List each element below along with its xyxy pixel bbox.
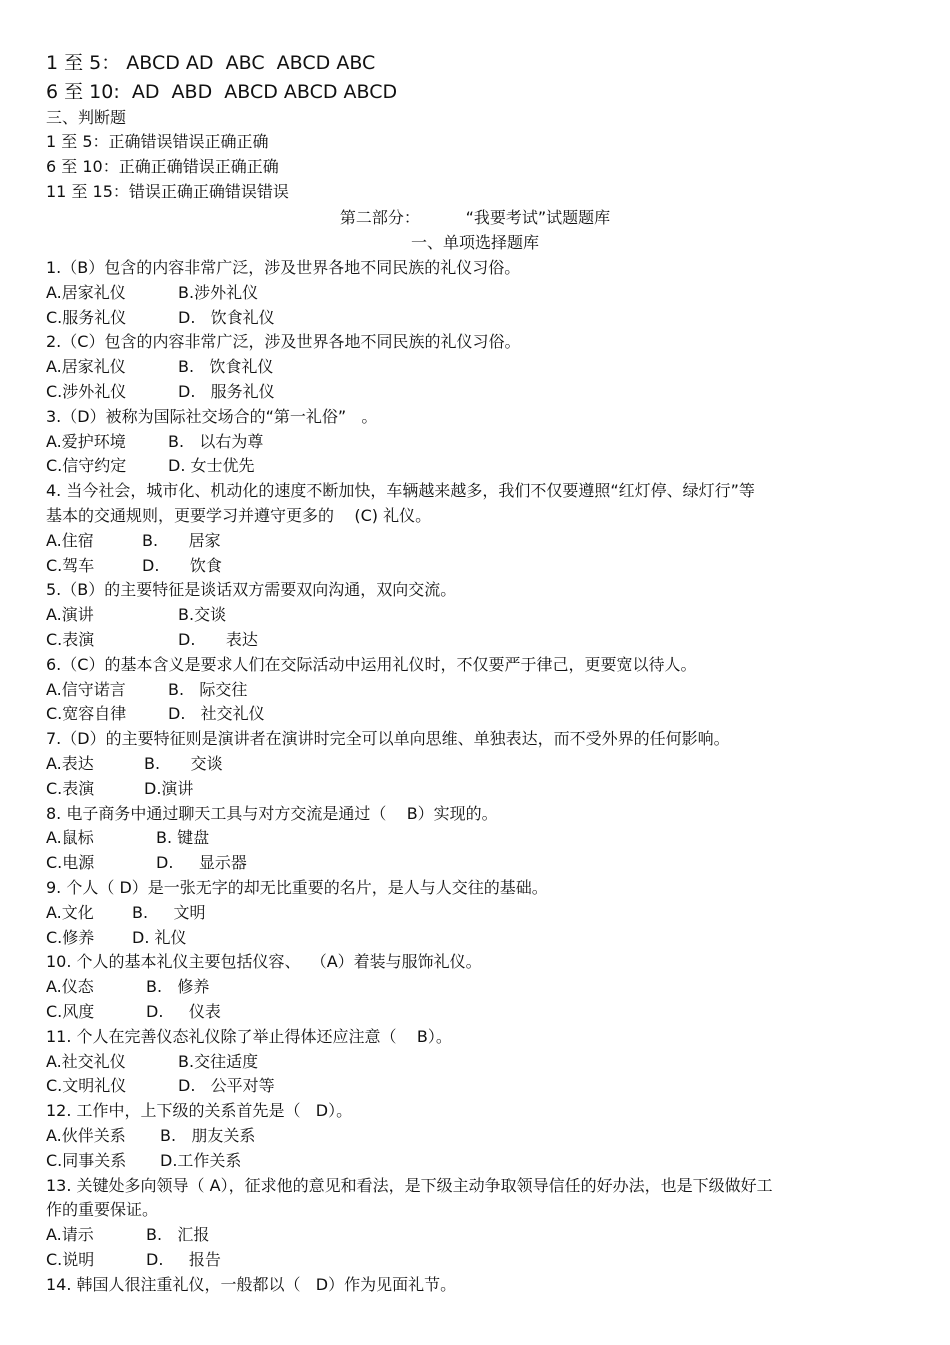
option-d: D. 社交礼仪 — [168, 704, 265, 723]
answer-mc-1-5: 1 至 5： ABCD AD ABC ABCD ABC — [46, 52, 376, 74]
option-d: D. 礼仪 — [132, 928, 187, 947]
option-c: C.涉外礼仪 — [46, 382, 127, 401]
option-c: C.宽容自律 — [46, 704, 127, 723]
option-d: D. 公平对等 — [178, 1076, 275, 1095]
question-text: 1.（B）包含的内容非常广泛，涉及世界各地不同民族的礼仪习俗。 — [46, 258, 521, 277]
option-b: B. 居家 — [142, 531, 221, 550]
option-d: D. 饮食 — [142, 556, 222, 575]
option-b: B. 朋友关系 — [160, 1126, 256, 1145]
option-b: B. 饮食礼仪 — [178, 357, 274, 376]
option-b: B.涉外礼仪 — [178, 283, 259, 302]
option-d: D. 仪表 — [146, 1002, 221, 1021]
answer-tf-11-15: 11 至 15：错误正确正确错误错误 — [46, 182, 289, 201]
option-a: A.仪态 — [46, 977, 94, 996]
question-text-continued: 基本的交通规则，更要学习并遵守更多的 (C) 礼仪。 — [46, 506, 432, 525]
option-b: B.交往适度 — [178, 1052, 259, 1071]
option-b: B.交谈 — [178, 605, 227, 624]
question-text: 9. 个人（ D）是一张无字的却无比重要的名片，是人与人交往的基础。 — [46, 878, 548, 897]
option-c: C.服务礼仪 — [46, 308, 127, 327]
question-text: 2.（C）包含的内容非常广泛，涉及世界各地不同民族的礼仪习俗。 — [46, 332, 521, 351]
option-a: A.社交礼仪 — [46, 1052, 126, 1071]
option-a: A.鼠标 — [46, 828, 94, 847]
question-text: 7.（D）的主要特征则是演讲者在演讲时完全可以单向思维、单独表达，而不受外界的任何影响。 — [46, 729, 730, 748]
question-text: 11. 个人在完善仪态礼仪除了举止得体还应注意（ B）。 — [46, 1027, 452, 1046]
option-b: B. 文明 — [132, 903, 206, 922]
option-b: B. 际交往 — [168, 680, 248, 699]
option-a: A.表达 — [46, 754, 94, 773]
option-b: B. 汇报 — [146, 1225, 210, 1244]
option-b: B. 交谈 — [144, 754, 223, 773]
question-text-continued: 作的重要保证。 — [46, 1200, 159, 1219]
option-b: B. 键盘 — [156, 828, 210, 847]
option-c: C.电源 — [46, 853, 95, 872]
part-title: 第二部分： “我要考试”试题题库 — [339, 208, 611, 227]
option-d: D. 报告 — [146, 1250, 221, 1269]
question-text: 12. 工作中，上下级的关系首先是（ D）。 — [46, 1101, 353, 1120]
option-d: D.演讲 — [144, 779, 194, 798]
option-c: C.表演 — [46, 630, 95, 649]
option-a: A.伙伴关系 — [46, 1126, 126, 1145]
option-a: A.居家礼仪 — [46, 357, 126, 376]
option-c: C.同事关系 — [46, 1151, 127, 1170]
section-title: 一、单项选择题库 — [410, 233, 539, 252]
option-d: D. 显示器 — [156, 853, 247, 872]
option-d: D. 女士优先 — [168, 456, 255, 475]
option-c: C.风度 — [46, 1002, 95, 1021]
answer-mc-6-10: 6 至 10: AD ABD ABCD ABCD ABCD — [46, 81, 398, 103]
option-c: C.文明礼仪 — [46, 1076, 127, 1095]
option-d: D. 表达 — [178, 630, 258, 649]
question-text: 5.（B）的主要特征是谈话双方需要双向沟通，双向交流。 — [46, 580, 457, 599]
question-text: 13. 关键处多向领导（ A），征求他的意见和看法，是下级主动争取领导信任的好办法，也是下级做好工 — [46, 1176, 773, 1195]
option-d: D. 饮食礼仪 — [178, 308, 275, 327]
option-c: C.修养 — [46, 928, 95, 947]
option-c: C.驾车 — [46, 556, 95, 575]
option-b: B. 修养 — [146, 977, 210, 996]
question-text: 8. 电子商务中通过聊天工具与对方交流是通过（ B）实现的。 — [46, 804, 498, 823]
question-text: 10. 个人的基本礼仪主要包括仪容、 （A）着装与服饰礼仪。 — [46, 952, 482, 971]
option-a: A.爱护环境 — [46, 432, 126, 451]
option-d: D. 服务礼仪 — [178, 382, 275, 401]
option-a: A.演讲 — [46, 605, 94, 624]
question-text: 3.（D）被称为国际社交场合的“第一礼俗” 。 — [46, 407, 378, 426]
answer-tf-1-5: 1 至 5：正确错误错误正确正确 — [46, 132, 269, 151]
tf-heading: 三、判断题 — [46, 108, 127, 127]
question-text: 6.（C）的基本含义是要求人们在交际活动中运用礼仪时，不仅要严于律己，更要宽以待人。 — [46, 655, 697, 674]
option-a: A.信守诺言 — [46, 680, 126, 699]
option-d: D.工作关系 — [160, 1151, 242, 1170]
option-c: C.表演 — [46, 779, 95, 798]
answer-tf-6-10: 6 至 10：正确正确错误正确正确 — [46, 157, 279, 176]
option-c: C.说明 — [46, 1250, 95, 1269]
option-c: C.信守约定 — [46, 456, 127, 475]
option-a: A.文化 — [46, 903, 94, 922]
question-text: 14. 韩国人很注重礼仪，一般都以（ D）作为见面礼节。 — [46, 1275, 457, 1294]
question-text: 4. 当今社会，城市化、机动化的速度不断加快，车辆越来越多，我们不仅要遵照“红灯停、绿灯行”等 — [46, 481, 755, 500]
option-a: A.请示 — [46, 1225, 94, 1244]
option-b: B. 以右为尊 — [168, 432, 264, 451]
option-a: A.住宿 — [46, 531, 94, 550]
option-a: A.居家礼仪 — [46, 283, 126, 302]
